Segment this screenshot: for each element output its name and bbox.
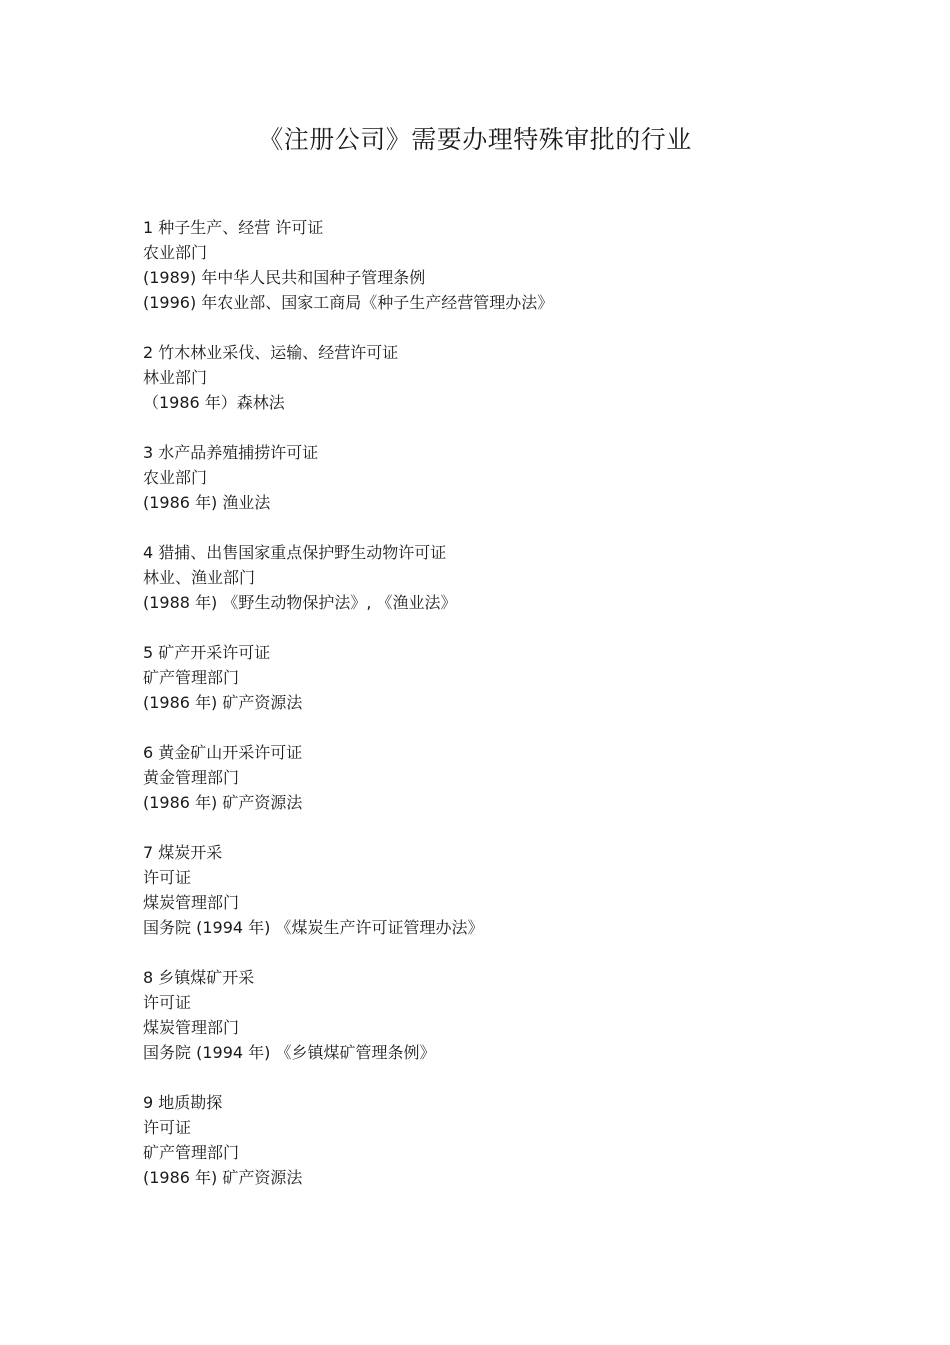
document-body (143, 215, 863, 1215)
entry-heading: 3 水产品养殖捕捞许可证 (143, 443, 319, 462)
entry-department: 矿产管理部门 (143, 668, 240, 687)
entry-regulation: 国务院 (1994 年) 《乡镇煤矿管理条例》 (143, 1043, 436, 1062)
entry-heading: 8 乡镇煤矿开采 (143, 968, 255, 987)
list-item (143, 215, 863, 315)
entry-regulation: (1996) 年农业部、国家工商局《种子生产经营管理办法》 (143, 293, 554, 312)
list-item (143, 640, 863, 715)
entry-department: 煤炭管理部门 (143, 893, 240, 912)
entry-heading: 7 煤炭开采 (143, 843, 223, 862)
entry-department: 林业、渔业部门 (143, 568, 256, 587)
list-item (143, 540, 863, 615)
list-item (143, 340, 863, 415)
list-item (143, 740, 863, 815)
entry-heading: 1 种子生产、经营 许可证 (143, 218, 324, 237)
entry-department: 农业部门 (143, 468, 208, 487)
entry-regulation: 国务院 (1994 年) 《煤炭生产许可证管理办法》 (143, 918, 484, 937)
entry-permit: 许可证 (143, 868, 192, 887)
entry-regulation: (1986 年) 渔业法 (143, 493, 271, 512)
entry-heading: 2 竹木林业采伐、运输、经营许可证 (143, 343, 399, 362)
list-item (143, 840, 863, 940)
entry-regulation: (1986 年) 矿产资源法 (143, 793, 303, 812)
list-item (143, 965, 863, 1065)
entry-department: 矿产管理部门 (143, 1143, 240, 1162)
list-item (143, 440, 863, 515)
entry-department: 林业部门 (143, 368, 208, 387)
entry-regulation: (1986 年) 矿产资源法 (143, 1168, 303, 1187)
entry-regulation: (1986 年) 矿产资源法 (143, 693, 303, 712)
entry-regulation: (1988 年) 《野生动物保护法》, 《渔业法》 (143, 593, 457, 612)
entry-permit: 许可证 (143, 1118, 192, 1137)
entry-department: 煤炭管理部门 (143, 1018, 240, 1037)
list-item (143, 1090, 863, 1190)
entry-heading: 5 矿产开采许可证 (143, 643, 271, 662)
page-title: 《注册公司》需要办理特殊审批的行业 (258, 125, 692, 154)
entry-regulation: (1989) 年中华人民共和国种子管理条例 (143, 268, 426, 287)
entry-regulation: （1986 年）森林法 (143, 393, 285, 412)
entry-department: 农业部门 (143, 243, 208, 262)
entry-department: 黄金管理部门 (143, 768, 240, 787)
entry-heading: 4 猎捕、出售国家重点保护野生动物许可证 (143, 543, 447, 562)
entry-heading: 9 地质勘探 (143, 1093, 223, 1112)
entry-permit: 许可证 (143, 993, 192, 1012)
entry-heading: 6 黄金矿山开采许可证 (143, 743, 303, 762)
